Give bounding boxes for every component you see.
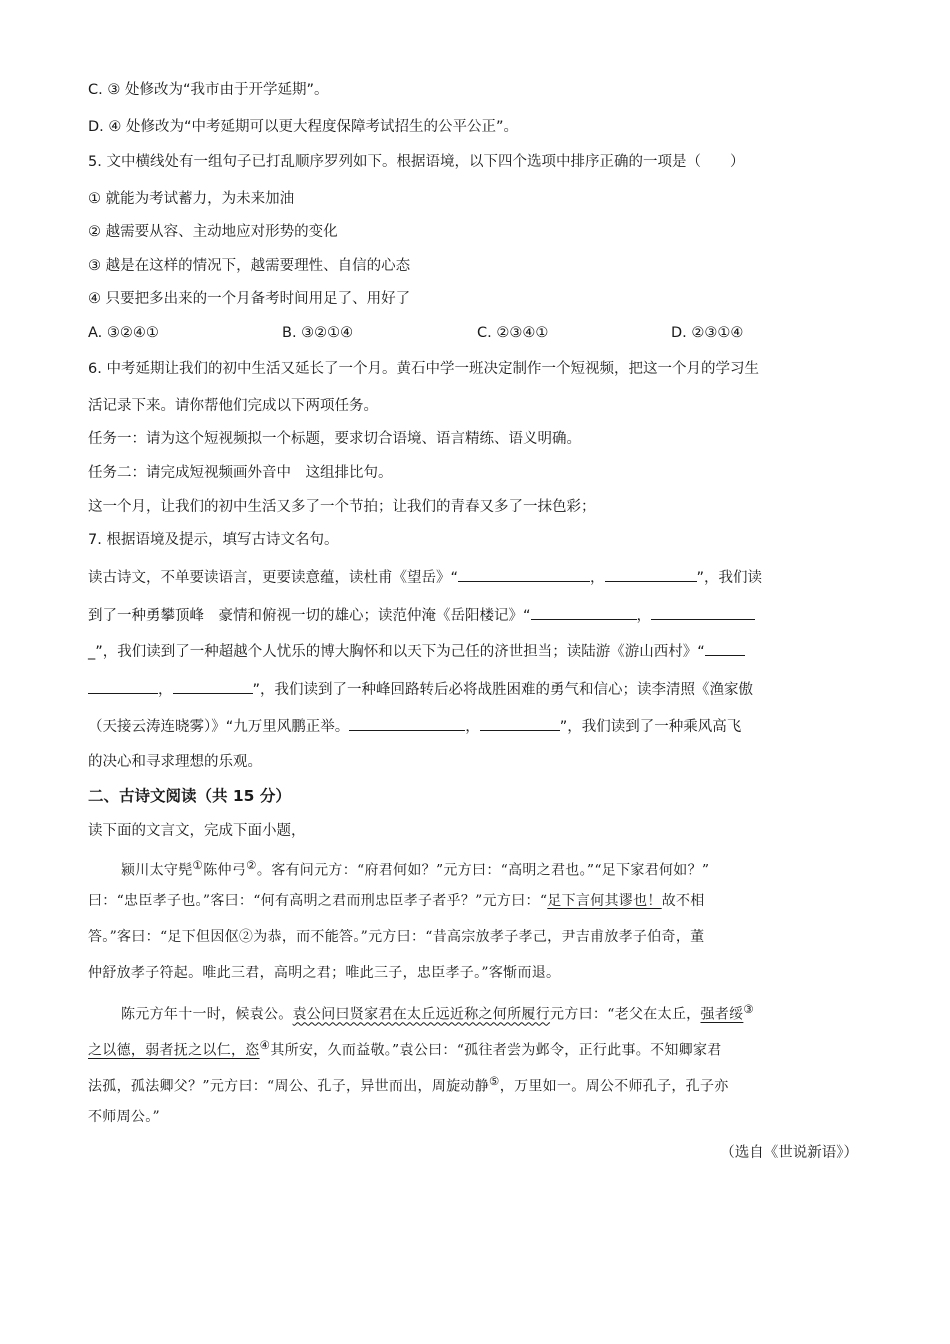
classical-text-line-8: 不师周公。” <box>88 1109 160 1125</box>
underlined-phrase: 之以德，弱者抚之以仁，恣 <box>88 1042 260 1059</box>
answer-blank[interactable] <box>705 640 745 656</box>
option-d[interactable]: D. ②③①④ <box>671 325 744 341</box>
underlined-phrase: 强者绥 <box>700 1006 744 1023</box>
answer-blank[interactable] <box>173 678 253 694</box>
answer-blank[interactable] <box>458 566 590 582</box>
answer-blank[interactable] <box>531 604 637 620</box>
option-b[interactable]: B. ③②①④ <box>282 325 354 341</box>
sentence-3: ③ 越是在这样的情况下，越需要理性、自信的心态 <box>88 258 411 274</box>
answer-blank[interactable] <box>88 678 158 694</box>
poem-line-1: 读古诗文，不单要读语言，更要读意蕴，读杜甫《望岳》“ ， ”，我们读 <box>88 566 868 588</box>
task-2-sentence: 这一个月，让我们的初中生活又多了一个节拍；让我们的青春又多了一抹色彩； <box>88 499 596 515</box>
poem-line-4: ， ”，我们读到了一种峰回路转后必将战胜困难的勇气和信心；读李清照《渔家傲 <box>88 678 868 700</box>
reading-intro: 读下面的文言文，完成下面小题， <box>88 823 306 839</box>
sentence-1: ① 就能为考试蓄力，为未来加油 <box>88 191 295 207</box>
poem-line-5: （天接云涛连晓雾）》“九万里风鹏正举。 ， ”，我们读到了一种乘风高飞 <box>88 715 868 737</box>
classical-text-line-6: 之以德，弱者抚之以仁，恣④其所安，久而益敬。”袁公曰：“孤往者尝为邺令，正行此事。不知卿家君 <box>88 1038 722 1059</box>
question-7: 7. 根据语境及提示，填写古诗文名句。 <box>88 532 339 548</box>
classical-text-line-4: 仲舒放孝子符起。唯此三君，高明之君；唯此三子，忠臣孝子。”客惭而退。 <box>88 965 561 981</box>
source-citation: （选自《世说新语》） <box>720 1145 858 1161</box>
classical-text-line-3: 答。”客曰：“足下但因伛②为恭，而不能答。”元方曰：“昔高宗放孝子孝己，尹吉甫放孝子伯奇，董 <box>88 929 705 945</box>
poem-line-2: 到了一种勇攀顶峰 豪情和俯视一切的雄心；读范仲淹《岳阳楼记》“ ， <box>88 604 868 626</box>
answer-blank[interactable] <box>349 715 465 731</box>
task-2: 任务二：请完成短视频画外音中 这组排比句。 <box>88 465 393 481</box>
q5-options <box>88 323 868 343</box>
answer-blank[interactable] <box>480 715 560 731</box>
footnote-marker: ③ <box>743 1002 755 1016</box>
underlined-phrase: 足下言何其谬也！ <box>547 893 662 909</box>
answer-blank[interactable] <box>605 566 697 582</box>
sentence-2: ② 越需要从容、主动地应对形势的变化 <box>88 224 338 240</box>
question-6-line-2: 活记录下来。请你帮他们完成以下两项任务。 <box>88 398 378 414</box>
option-c-line: C. ③ 处修改为“我市由于开学延期”。 <box>88 82 329 98</box>
classical-text-line-5: 陈元方年十一时，候袁公。袁公问曰贤家君在太丘远近称之何所履行元方曰：“老父在太丘，强者绥③ <box>121 1002 755 1023</box>
section-2-heading: 二、古诗文阅读（共 15 分） <box>88 787 291 805</box>
wavy-underlined-sentence: 袁公问曰贤家君在太丘远近称之何所履行 <box>292 1006 551 1023</box>
classical-text-line-7: 法孤，孤法卿父？”元方曰：“周公、孔子，异世而出，周旋动静⑤，万里如一。周公不师孔子，孔子亦 <box>88 1074 729 1095</box>
option-a[interactable]: A. ③②④① <box>88 325 159 341</box>
footnote-marker: ② <box>246 858 257 872</box>
question-5: 5. 文中横线处有一组句子已打乱顺序罗列如下。根据语境，以下四个选项中排序正确的一项是（ ） <box>88 154 745 170</box>
option-d-line: D. ④ 处修改为“中考延期可以更大程度保障考试招生的公平公正”。 <box>88 119 519 135</box>
sentence-4: ④ 只要把多出来的一个月备考时间用足了、用好了 <box>88 291 411 307</box>
footnote-marker: ⑤ <box>489 1074 500 1088</box>
footnote-marker: ④ <box>259 1038 271 1052</box>
poem-line-6: 的决心和寻求理想的乐观。 <box>88 754 262 770</box>
answer-blank[interactable] <box>651 604 755 620</box>
classical-text-line-1: 颍川太守髡①陈仲弓②。客有问元方：“府君何如？”元方曰：“高明之君也。”“足下家君何如？” <box>121 858 710 879</box>
classical-text-line-2: 曰：“忠臣孝子也。”客曰：“何有高明之君而刑忠臣孝子者乎？”元方曰：“足下言何其谬也！故不相 <box>88 893 705 909</box>
question-6-line-1: 6. 中考延期让我们的初中生活又延长了一个月。黄石中学一班决定制作一个短视频，把这一个月的学习生 <box>88 361 759 377</box>
task-1: 任务一：请为这个短视频拟一个标题，要求切合语境、语言精练、语义明确。 <box>88 431 581 447</box>
option-c[interactable]: C. ②③④① <box>477 325 549 341</box>
footnote-marker: ① <box>192 858 204 872</box>
poem-line-3: _”，我们读到了一种超越个人忧乐的博大胸怀和以天下为己任的济世担当；读陆游《游山西村》“ <box>88 640 868 662</box>
